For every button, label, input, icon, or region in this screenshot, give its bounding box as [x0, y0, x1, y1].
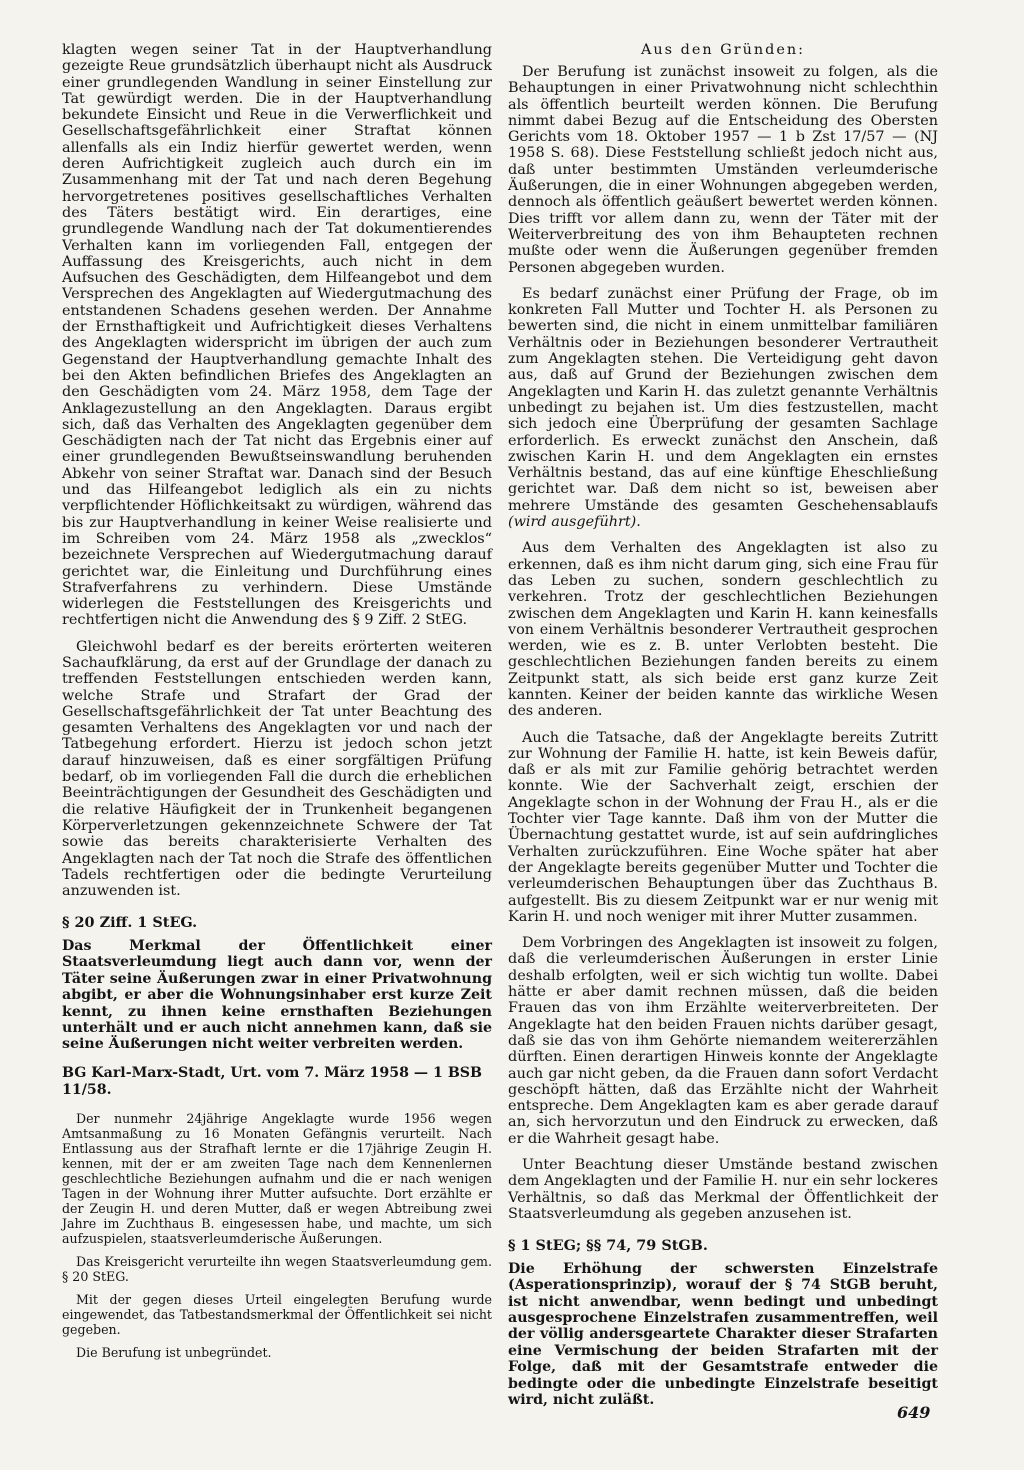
- paragraph: Dem Vorbringen des Angeklagten ist insoweit zu folgen, daß die verleumderischen Äußerungen in erster Linie deshalb erfolgten, weil er sich wichtig tun wollte. Dabei hätte er aber damit rechnen müssen, daß die beiden Frauen das von ihm Erzählte weiterverbreiteten. Der Angeklagte hat den beiden Frauen nichts darüber gesagt, daß sie das von ihm Gehörte niemandem weitererzählen dürften. Einen derartigen Hinweis konnte der Angeklagte auch gar nicht geben, da die Frauen dann sofort Verdacht geschöpft hätten, daß das Erzählte nicht der Wahrheit entspreche. Dem Angeklagten kam es aber gerade darauf an, sich hervorzutun und den Eindruck zu erwecken, daß er die Wahrheit gesagt habe.: [508, 935, 938, 1147]
- leitsatz: Die Erhöhung der schwersten Einzelstrafe (Asperationsprinzip), worauf der § 74 StGB beruht, ist nicht anwendbar, wenn bedingt und unbedingt ausgesprochene Einzelstrafen zusammentreffen, weil der völlig andersgeartete Charakter dieser Strafarten eine Vermischung der beiden Strafarten mit der Folge, daß mit der Gesamtstrafe entweder die bedingte oder die unbedingte Einzelstrafe beseitigt wird, nicht zuläßt.: [508, 1260, 938, 1408]
- norm-heading: § 20 Ziff. 1 StEG.: [62, 914, 198, 932]
- paragraph: Der Berufung ist zunächst insoweit zu folgen, als die Behauptungen in einer Privatwohnung nicht schlechthin als öffentlich beurteilt werden können. Die Berufung nimmt dabei Bezug auf die Entscheidung des Obersten Gerichts vom 18. Oktober 1957 — 1 b Zst 17/57 — (NJ 1958 S. 68). Diese Feststellung schließt jedoch nicht aus, daß unter bestimmten Umständen verleumderische Äußerungen, die in einer Wohnungen abgegeben werden, dennoch als öffentlich geäußert bewertet werden können. Dies trifft vor allem dann zu, wenn der Täter mit der Weiterverbreitung des von ihm Behaupteten rechnen mußte oder wenn die Äußerungen gegenüber fremden Personen abgegeben wurden.: [508, 64, 938, 276]
- omission-note: (wird ausgeführt).: [508, 514, 641, 531]
- right-column: [508, 42, 938, 1420]
- paragraph-text: Es bedarf zunächst einer Prüfung der Frage, ob im konkreten Fall Mutter und Tochter H. als Personen zu bewerten sind, die nicht in einem unmittelbar familiären Verhältnis oder in Beziehungen besonderer Vertrautheit zum Angeklagten stehen. Die Verteidigung geht davon aus, daß auf Grund der Beziehungen zwischen dem Angeklagten und Karin H. das zuletzt genannte Verhältnis unbedingt zu bejahen ist. Um dies festzustellen, macht sich jedoch eine Überprüfung der gesamten Sachlage erforderlich. Es erweckt zunächst den Anschein, daß zwischen Karin H. und dem Angeklagten ein ernstes Verhältnis bestand, das auf eine künftige Eheschließung gerichtet war. Daß dem nicht so ist, beweisen aber mehrere Umstände des gesamten Geschehensablaufs: [508, 285, 938, 514]
- paragraph: Gleichwohl bedarf es der bereits erörterten weiteren Sachaufklärung, da erst auf der Grundlage der danach zu treffenden Feststellungen entschieden werden kann, welche Strafe und Strafart der Grad der Gesellschaftsgefährlichkeit der Tat unter Beachtung des gesamten Verhaltens des Angeklagten vor und nach der Tatbegehung erfordert. Hierzu ist jedoch schon jetzt darauf hinzuweisen, daß es einer sorgfältigen Prüfung bedarf, ob im vorliegenden Fall die durch die erheblichen Beeinträchtigungen der Gesundheit des Geschädigten und die relative Häufigkeit der in Trunkenheit begangenen Körperverletzungen gekennzeichnete Schwere der Tat sowie das bereits charakterisierte Verhalten des Angeklagten nach der Tat noch die Strafe des öffentlichen Tadels rechtfertigen oder die bedingte Verurteilung anzuwenden ist.: [62, 638, 492, 900]
- page-number: 649: [897, 1403, 931, 1422]
- left-column: [62, 42, 492, 1368]
- paragraph: [508, 286, 938, 530]
- paragraph: Auch die Tatsache, daß der Angeklagte bereits Zutritt zur Wohnung der Familie H. hatte, ist kein Beweis dafür, daß er als mit zur Familie gehörig betrachtet werden konnte. Wie der Sachverhalt zeigt, erschien der Angeklagte schon in der Wohnung der Frau H., als er die Tochter vier Tage kannte. Daß ihm von der Mutter die Übernachtung gestattet wurde, ist auf sein aufdringliches Verhalten zurückzuführen. Eine Woche später hat aber der Angeklagte bereits gegenüber Mutter und Tochter die verleumderischen Behauptungen über das Zuchthaus B. aufgestellt. Bis zu diesem Zeitpunkt war er nur wenig mit Karin H. und noch weniger mit ihrer Mutter zusammen.: [508, 729, 938, 925]
- norm-heading: § 1 StEG; §§ 74, 79 StGB.: [508, 1237, 708, 1255]
- facts-paragraph: Das Kreisgericht verurteilte ihn wegen Staatsverleumdung gem. § 20 StEG.: [62, 1253, 492, 1284]
- paragraph: Aus dem Verhalten des Angeklagten ist also zu erkennen, daß es ihm nicht darum ging, sich eine Frau für das Leben zu suchen, sondern geschlechtlich zu verkehren. Trotz der geschlechtlichen Beziehungen zwischen dem Angeklagten und Karin H. kann keinesfalls von einem Verhältnis besonderer Vertrautheit gesprochen werden, wie es z. B. unter Verlobten besteht. Die geschlechtlichen Beziehungen fanden bereits zu einem Zeitpunkt statt, als sich beide erst ganz kurze Zeit kannten. Keiner der beiden kannte das wirkliche Wesen des anderen.: [508, 540, 938, 720]
- section-title: Aus den Gründen:: [641, 42, 805, 58]
- paragraph: klagten wegen seiner Tat in der Hauptverhandlung gezeigte Reue grundsätzlich überhaupt nicht als Ausdruck einer grundlegenden Wandlung in seiner Einstellung zur Tat gewürdigt werden. Die in der Hauptverhandlung bekundete Einsicht und Reue in die Verwerflichkeit und Gesellschaftsgefährlichkeit einer Straftat können allenfalls als ein Indiz hierfür gewertet werden, wenn deren Aufrichtigkeit zugleich auch durch ein im Zusammenhang mit der Tat und nach deren Begehung hervorgetretenes positives gesellschaftliches Verhalten des Täters bestätigt wird. Ein derartiges, eine grundlegende Wandlung nach der Tat dokumentierendes Verhalten kann im vorliegenden Fall, entgegen der Auffassung des Kreisgerichts, auch nicht in dem Aufsuchen des Geschädigten, dem Hilfeangebot und dem Versprechen des Angeklagten auf Wiedergutmachung des entstandenen Schadens gesehen werden. Der Annahme der Ernsthaftigkeit und Aufrichtigkeit dieses Verhaltens des Angeklagten widerspricht im übrigen der auch zum Gegenstand der Hauptverhandlung gemachte Inhalt des bei den Akten befindlichen Briefes des Angeklagten an den Geschädigten vom 24. März 1958, dem Tage der Anklagezustellung an den Angeklagten. Daraus ergibt sich, daß das Verhalten des Angeklagten gegenüber dem Geschädigten nach der Tat nicht das Ergebnis einer auf einer grundlegenden Bewußtseinswandlung beruhenden Abkehr von seiner Straftat war. Danach sind der Besuch und das Hilfeangebot lediglich als ein zu nichts verpflichtender Höflichkeitsakt zu würdigen, während das bis zur Hauptverhandlung in keiner Weise realisierte und im Schreiben vom 24. März 1958 als „zwecklos“ bezeichnete Versprechen auf Wiedergutmachung darauf gerichtet war, die Einleitung und Durchführung eines Strafverfahrens zu verhindern. Diese Umstände widerlegen die Feststellungen des Kreisgerichts und rechtfertigen nicht die Anwendung des § 9 Ziff. 2 StEG.: [62, 42, 492, 629]
- facts-paragraph: Die Berufung ist unbegründet.: [76, 1344, 272, 1360]
- court-citation: BG Karl-Marx-Stadt, Urt. vom 7. März 1958 — 1 BSB 11/58.: [62, 1064, 483, 1098]
- facts-paragraph: Der nunmehr 24jährige Angeklagte wurde 1956 wegen Amtsanmaßung zu 16 Monaten Gefängnis verurteilt. Nach Entlassung aus der Strafhaft lernte er die 17jährige Zeugin H. kennen, mit der er am zweiten Tage nach dem Kennenlernen geschlechtliche Beziehungen aufnahm und die er nach wenigen Tagen in der Wohnung ihrer Mutter aufsuchte. Dort erzählte er der Zeugin H. und deren Mutter, daß er wegen Abtreibung zwei Jahre im Zuchthaus B. eingesessen habe, und machte, um sich aufzuspielen, staatsverleumderische Äußerungen.: [62, 1110, 492, 1246]
- leitsatz: Das Merkmal der Öffentlichkeit einer Staatsverleumdung liegt auch dann vor, wenn der Täter seine Äußerungen zwar in einer Privatwohnung abgibt, er aber die Wohnungsinhaber erst kurze Zeit kennt, zu ihnen keine ernsthaften Beziehungen unterhält und er auch nicht annehmen kann, daß sie seine Äußerungen nicht weiter verbreiten werden.: [62, 937, 492, 1053]
- facts-paragraph: Mit der gegen dieses Urteil eingelegten Berufung wurde eingewendet, das Tatbestandsmerkmal der Öffentlichkeit sei nicht gegeben.: [62, 1291, 492, 1337]
- paragraph: Unter Beachtung dieser Umstände bestand zwischen dem Angeklagten und der Familie H. nur ein sehr lockeres Verhältnis, so daß das Merkmal der Öffentlichkeit der Staatsverleumdung als gegeben anzusehen ist.: [508, 1157, 938, 1222]
